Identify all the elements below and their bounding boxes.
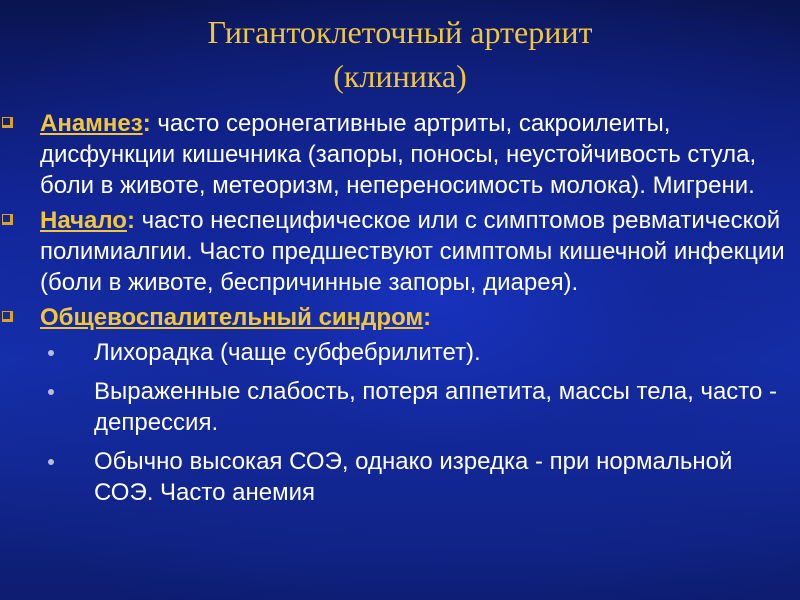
sub-item-esr: [0, 446, 800, 508]
item-colon: :: [126, 207, 135, 234]
slide-content: [0, 108, 800, 516]
item-text: часто неспецифическое или с симптомов ревматической полимиалгии. Часто предшествуют симптомы кишечной инфекции (боли в животе, беспричинные запоры, диарея).: [40, 207, 785, 296]
sub-item-text: Выраженные слабость, потеря аппетита, массы тела, часто - депрессия.: [94, 378, 778, 436]
checkbox-bullet-icon: [2, 117, 13, 128]
sub-item-weakness: [0, 376, 800, 438]
slide-title-line-1: Гигантоклеточный артериит: [207, 14, 593, 50]
list-item-anamnesis: [0, 108, 800, 201]
item-text: часто серонегативные артриты, сакроилеиты, дисфункции кишечника (запоры, поносы, неустойчивость стула, боли в животе, метеоризм, непереносимость молока). Мигрени.: [40, 110, 757, 199]
dot-bullet-icon: [48, 459, 54, 465]
item-label: Начало: [40, 207, 127, 234]
slide-title: [0, 10, 800, 98]
checkbox-bullet-icon: [2, 214, 13, 225]
checkbox-bullet-icon: [2, 311, 13, 322]
list-item-onset: [0, 205, 800, 298]
slide-title-line-2: (клиника): [333, 58, 467, 94]
sub-item-text: Обычно высокая СОЭ, однако изредка - при нормальной СОЭ. Часто анемия: [94, 448, 733, 506]
item-colon: :: [423, 304, 432, 331]
item-colon: :: [142, 110, 151, 137]
dot-bullet-icon: [48, 389, 54, 395]
dot-bullet-icon: [48, 350, 54, 356]
sub-item-fever: [0, 337, 800, 368]
list-item-inflammatory-syndrome: [0, 302, 800, 333]
item-label: Общевоспалительный синдром: [40, 304, 424, 331]
item-label: Анамнез: [40, 110, 143, 137]
sub-item-text: Лихорадка (чаще субфебрилитет).: [94, 339, 481, 366]
